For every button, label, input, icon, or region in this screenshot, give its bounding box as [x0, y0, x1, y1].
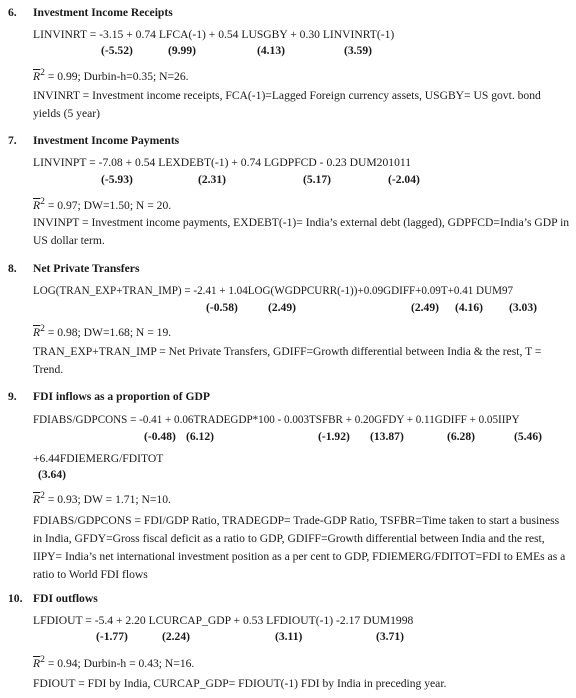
t-statistic: (-1.77) — [96, 630, 128, 643]
t-statistic: (5.17) — [303, 173, 332, 186]
section-number: 9. — [8, 390, 17, 403]
r-squared-exponent: 2 — [40, 654, 45, 665]
r-squared-exponent: 2 — [40, 67, 45, 78]
t-statistic: (9.99) — [168, 44, 197, 57]
equation: LOG(TRAN_EXP+TRAN_IMP) = -2.41 + 1.04LOG(WGDPCURR(-1))+0.09GDIFF+0.09T+0.41 DUM97 — [33, 285, 514, 297]
variable-definitions: TRAN_EXP+TRAN_IMP = Net Private Transfers, GDIFF=Growth differential between India & the rest, T = Trend. — [33, 345, 542, 376]
t-statistic: (-5.52) — [101, 44, 133, 57]
section-heading: Investment Income Receipts — [33, 6, 173, 19]
equation-continuation: +6.44FDIEMERG/FDITOT — [33, 452, 164, 465]
fit-statistics — [33, 67, 189, 83]
fit-statistics — [33, 323, 171, 339]
fit-statistics-values: = 0.93; DW = 1.71; N=10. — [47, 492, 171, 506]
fit-statistics — [33, 196, 171, 212]
r-squared-exponent: 2 — [40, 490, 45, 501]
section-heading: Investment Income Payments — [33, 134, 180, 147]
section-number: 7. — [8, 134, 17, 147]
t-statistic: (2.24) — [162, 630, 191, 643]
section-heading: FDI outflows — [33, 592, 98, 605]
t-statistic: (6.28) — [447, 430, 476, 443]
r-bar-symbol: $\overline{R}$ — [33, 198, 41, 212]
variable-definitions: INVINPT = Investment income payments, EXDEBT(-1)= India’s external debt (lagged), GDPFCD=India’s GDP in US dollar term. — [33, 216, 570, 247]
fit-statistics-values: = 0.99; Durbin-h=0.35; N=26. — [47, 69, 189, 83]
equation: LINVINPT = -7.08 + 0.54 LEXDEBT(-1) + 0.74 LGDPFCD - 0.23 DUM201011 — [33, 156, 412, 169]
fit-statistics — [33, 490, 171, 506]
section-number: 10. — [8, 592, 23, 605]
t-statistic: (3.64) — [38, 468, 67, 481]
variable-definitions: INVINRT = Investment income receipts, FCA(-1)=Lagged Foreign currency assets, USGBY= US govt. bond yields (5 year) — [33, 89, 541, 120]
t-statistic: (5.46) — [514, 430, 543, 443]
t-statistic: (3.59) — [344, 44, 373, 57]
equation: FDIABS/GDPCONS = -0.41 + 0.06TRADEGDP*100 - 0.003TSFBR + 0.20GFDY + 0.11GDIFF + 0.05IIPY — [33, 414, 520, 426]
t-statistic: (4.16) — [455, 301, 484, 314]
fit-statistics — [33, 654, 194, 670]
equation: LFDIOUT = -5.4 + 2.20 LCURCAP_GDP + 0.53 LFDIOUT(-1) -2.17 DUM1998 — [33, 614, 414, 627]
equation: LINVINRT = -3.15 + 0.74 LFCA(-1) + 0.54 LUSGBY + 0.30 LINVINRT(-1) — [33, 28, 395, 41]
t-statistic: (-5.93) — [101, 173, 133, 186]
r-bar-symbol: $\overline{R}$ — [33, 492, 41, 506]
r-squared-exponent: 2 — [40, 196, 45, 207]
section-heading: Net Private Transfers — [33, 262, 140, 275]
r-bar-symbol: $\overline{R}$ — [33, 69, 41, 83]
fit-statistics-values: = 0.97; DW=1.50; N = 20. — [47, 198, 172, 212]
t-statistic: (2.49) — [268, 301, 297, 314]
variable-definitions: FDIABS/GDPCONS = FDI/GDP Ratio, TRADEGDP= Trade-GDP Ratio, TSFBR=Time taken to start a business in India, GFDY=Gross fiscal deficit as a ratio to GDP, GDIFF=Growth differential between India and the rest, IIPY= India’s net international investment position as a per cent to GDP, FDIEMERG/FDITOT=FDI to EMEs as a ratio to World FDI flows — [33, 514, 566, 581]
section-number: 8. — [8, 262, 17, 275]
r-bar-symbol: $\overline{R}$ — [33, 656, 41, 670]
t-statistic: (2.31) — [198, 173, 227, 186]
t-statistic: (-0.48) — [144, 430, 176, 443]
t-statistic: (3.71) — [376, 630, 405, 643]
fit-statistics-values: = 0.94; Durbin-h = 0.43; N=16. — [47, 656, 195, 670]
r-bar-symbol: $\overline{R}$ — [33, 325, 41, 339]
t-statistic: (4.13) — [257, 44, 286, 57]
t-statistic: (3.11) — [275, 630, 303, 643]
t-statistic: (-2.04) — [388, 173, 420, 186]
t-statistic: (6.12) — [186, 430, 215, 443]
r-squared-exponent: 2 — [40, 323, 45, 334]
section-number: 6. — [8, 6, 17, 19]
t-statistic: (-1.92) — [318, 430, 350, 443]
variable-definitions: FDIOUT = FDI by India, CURCAP_GDP= FDIOUT(-1) FDI by India in preceding year. — [33, 677, 447, 690]
t-statistic: (3.03) — [509, 301, 538, 314]
t-statistic: (13.87) — [370, 430, 404, 443]
fit-statistics-values: = 0.98; DW=1.68; N = 19. — [47, 325, 172, 339]
t-statistic: (2.49) — [411, 301, 440, 314]
section-heading: FDI inflows as a proportion of GDP — [33, 390, 210, 403]
t-statistic: (-0.58) — [206, 301, 238, 314]
